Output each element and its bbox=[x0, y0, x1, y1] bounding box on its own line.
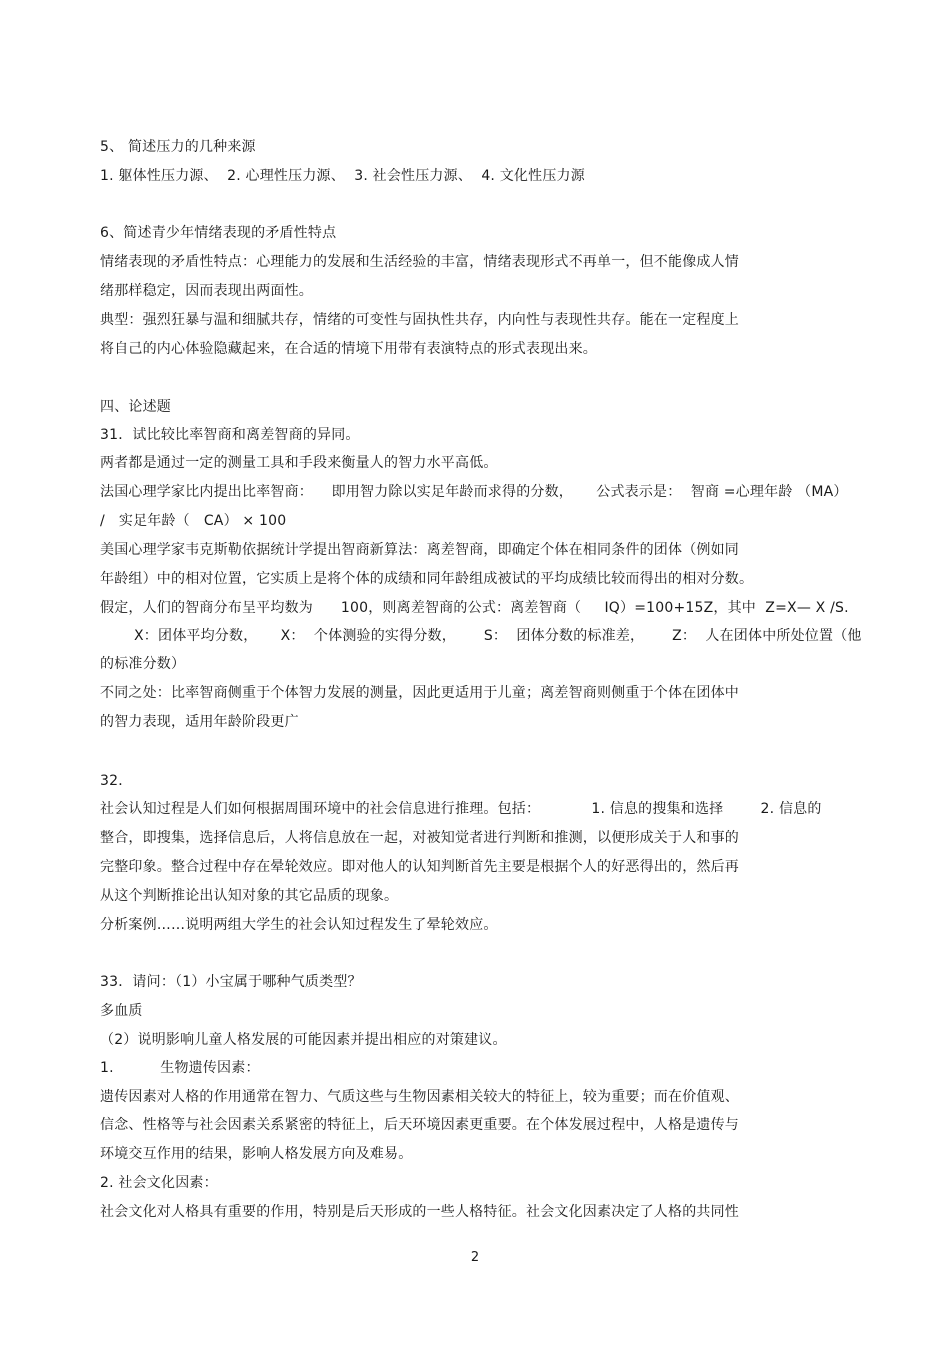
paragraph-line: 绪那样稳定，因而表现出两面性。 bbox=[100, 283, 313, 299]
paragraph-line: 的标准分数） bbox=[100, 656, 186, 672]
paragraph-line: 将自己的内心体验隐藏起来，在合适的情境下用带有表演特点的形式表现出来。 bbox=[100, 341, 597, 357]
paragraph-line: 整合，即搜集，选择信息后，人将信息放在一起，对被知觉者进行判断和推测，以便形成关于人和事的 bbox=[100, 830, 739, 846]
paragraph-line: X：团体平均分数， X： 个体测验的实得分数， S： 团体分数的标准差， Z： 人在团体中所处位置（他 bbox=[134, 628, 862, 644]
paragraph-line: 情绪表现的矛盾性特点：心理能力的发展和生活经验的丰富，情绪表现形式不再单一，但不能像成人情 bbox=[100, 254, 739, 270]
paragraph-line: 1. 生物遗传因素： bbox=[100, 1060, 260, 1076]
question-33-title: 33．请问：（1）小宝属于哪种气质类型？ bbox=[100, 974, 362, 990]
paragraph-line: 分析案例……说明两组大学生的社会认知过程发生了晕轮效应。 bbox=[100, 917, 498, 933]
question-5-title: 5、 简述压力的几种来源 bbox=[100, 139, 256, 155]
question-6-title: 6、简述青少年情绪表现的矛盾性特点 bbox=[100, 225, 337, 241]
paragraph-line: 美国心理学家韦克斯勒依据统计学提出智商新算法：离差智商，即确定个体在相同条件的团体（例如同 bbox=[100, 542, 739, 558]
question-32-title: 32． bbox=[100, 773, 133, 789]
paragraph-line: 社会认知过程是人们如何根据周围环境中的社会信息进行推理。包括： 1. 信息的搜集和选择 2. 信息的 bbox=[100, 801, 822, 817]
paragraph-line: 典型：强烈狂暴与温和细腻共存，情绪的可变性与固执性共存，内向性与表现性共存。能在一定程度上 bbox=[100, 312, 739, 328]
paragraph-line: 2. 社会文化因素： bbox=[100, 1175, 218, 1191]
paragraph-line: 不同之处：比率智商侧重于个体智力发展的测量，因此更适用于儿童；离差智商则侧重于个体在团体中 bbox=[100, 685, 739, 701]
paragraph-line: 两者都是通过一定的测量工具和手段来衡量人的智力水平高低。 bbox=[100, 455, 498, 471]
paragraph-line: 社会文化对人格具有重要的作用，特别是后天形成的一些人格特征。社会文化因素决定了人格的共同性 bbox=[100, 1204, 739, 1220]
paragraph-line: 从这个判断推论出认知对象的其它品质的现象。 bbox=[100, 888, 399, 904]
paragraph-line: 多血质 bbox=[100, 1003, 143, 1019]
paragraph-line: 年龄组）中的相对位置，它实质上是将个体的成绩和同年龄组成被试的平均成绩比较而得出的相对分数。 bbox=[100, 571, 754, 587]
paragraph-line: 信念、性格等与社会因素关系紧密的特征上，后天环境因素更重要。在个体发展过程中，人格是遗传与 bbox=[100, 1117, 739, 1133]
page-number: 2 bbox=[470, 1250, 480, 1265]
paragraph-line: 完整印象。整合过程中存在晕轮效应。即对他人的认知判断首先主要是根据个人的好恶得出的，然后再 bbox=[100, 859, 739, 875]
paragraph-line: 假定，人们的智商分布呈平均数为 100，则离差智商的公式：离差智商（ IQ）=100+15Z，其中 Z=X— X /S. bbox=[100, 600, 849, 616]
paragraph-line: 遗传因素对人格的作用通常在智力、气质这些与生物因素相关较大的特征上，较为重要；而在价值观、 bbox=[100, 1089, 739, 1105]
paragraph-line: 法国心理学家比内提出比率智商： 即用智力除以实足年龄而求得的分数， 公式表示是： 智商 =心理年龄 （MA） bbox=[100, 484, 848, 500]
question-31-title: 31．试比较比率智商和离差智商的异同。 bbox=[100, 427, 360, 443]
paragraph-line: / 实足年龄（ CA） × 100 bbox=[100, 513, 287, 529]
paragraph-line: 的智力表现，适用年龄阶段更广 bbox=[100, 714, 299, 730]
section-heading: 四、论述题 bbox=[100, 399, 171, 415]
paragraph-line: （2）说明影响儿童人格发展的可能因素并提出相应的对策建议。 bbox=[100, 1032, 507, 1048]
question-5-answer: 1. 躯体性压力源、 2. 心理性压力源、 3. 社会性压力源、 4. 文化性压力源 bbox=[100, 168, 585, 184]
paragraph-line: 环境交互作用的结果，影响人格发展方向及难易。 bbox=[100, 1146, 413, 1162]
